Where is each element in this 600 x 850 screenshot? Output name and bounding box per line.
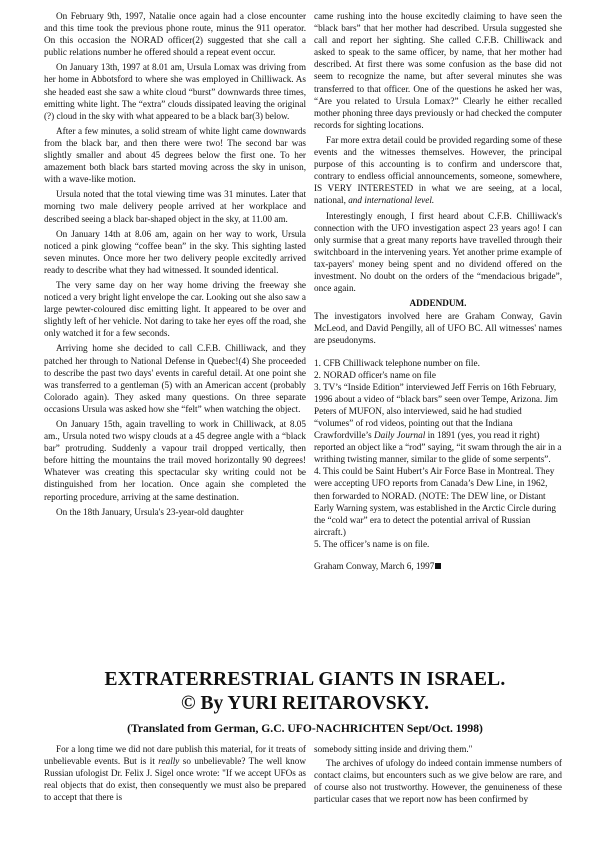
paragraph-text: Far more extra detail could be provided regarding some of these events and the witnesses themselves. However, the principal purpose of this accounting is to confirm and underscore that, contrary to endless official announcements, someone, somewhere, IS VERY INTERESTED in what we are seeing, at a local, national, xyxy=(314,134,562,206)
paragraph: On January 14th at 8.06 am, again on her way to work, Ursula noticed a pink glowing “coffee bean” in the sky. This sighting lasted seven minutes. Once more her two delivery people excitedly arrived ready to describe what they had witnessed. It sounded identical. xyxy=(44,228,306,275)
signoff-text: Graham Conway, March 6, 1997 xyxy=(314,561,435,572)
footnote: 5. The officer’s name is on file. xyxy=(314,538,430,549)
addendum-text: The investigators involved here are Graham Conway, Gavin McLeod, and David Pengilly, all of UFO BC. All witnesses' names are pseudonyms. xyxy=(314,311,562,346)
translation-note: (Translated from German, G.C. UFO-NACHRICHTEN Sept/Oct. 1998) xyxy=(127,722,483,735)
paragraph xyxy=(44,743,306,803)
article-byline: © By YURI REITAROVSKY. xyxy=(181,693,429,714)
paragraph: On January 15th, again travelling to work in Chilliwack, at 8.05 am., Ursula noted two wispy clouds at a 45 degree angle with a “black bar” protruding. Suddenly a vapour trail dropped vertically, then before hitting the mountains the trail moved horizontally 90 degrees! Whatever was creating this spectacular sky writing could not be distinguished from her location. Once again she completed the reporting procedure, arriving at the same destination. xyxy=(44,419,306,502)
paragraph: came rushing into the house excitedly claiming to have seen the “black bars” that her mother had described. Ursula suggested she call and report her sighting. She called C.F.B. Chilliwack and asked to speak to the same officer, by name, that her mother had described. At first there was some confusion as the base did not seem to recognize the name, but after several minutes she was transferred to that officer. One of the questions he asked her was, “Are you related to Ursula Lomax?” Clearly he either recalled mother phoning three days previously or had checked the computer records for sighting locations. xyxy=(314,11,562,130)
signoff xyxy=(314,560,562,572)
paragraph: On February 9th, 1997, Natalie once again had a close encounter and this time took the previous phone route, minus the 911 operator. On this occasion the NORAD officer(2) suggested that she call a public relations number he offered should a repeat event occur. xyxy=(44,11,306,58)
paragraph: Interestingly enough, I first heard about C.F.B. Chilliwack's connection with the UFO investigation aspect 23 years ago! I can only surmise that a great many reports have travelled through their switchboard in the intervening years. Yet another prime example of tax-payers' money being spent and no dividend offered on the investment. No doubt on the orders of the “mendacious brigade”, once again. xyxy=(314,210,562,294)
footnote: 4. This could be Saint Hubert’s Air Force Base in Montreal. They were accepting UFO reports from Canada’s Dew Line, in 1962, then forwarded to NORAD. (NOTE: The DEW line, or Distant Early Warning system, was established in the Arctic Circle during the “cold war” era to detect the potential arrival of Russian aircraft.) xyxy=(314,466,556,537)
paragraph: The very same day on her way home driving the freeway she noticed a very bright light envelope the car. Looking out she also saw a large pewter-coloured disc emitting light. It appeared to be over and slightly left of her vehicle. Not daring to take her eyes off the road, she only watched it for a few seconds. xyxy=(44,279,306,339)
paragraph: somebody sitting inside and driving them." xyxy=(314,744,473,754)
paragraph: Ursula noted that the total viewing time was 31 minutes. Later that morning two male delivery people arrived at her workplace and described seeing a black bar-shaped object in the sky, at 11.00 am. xyxy=(44,189,306,224)
footnote-text: in 1891 (yes, you read it right) reported an object like a “rod” saying, “it swam through the air in a writhing twisting manner, similar to the glide of some serpents”. xyxy=(314,430,562,465)
emphasis-text: Daily Journal xyxy=(373,430,426,441)
footnote: 2. NORAD officer's name on file xyxy=(314,369,436,380)
paragraph: On January 13th, 1997 at 8.01 am, Ursula Lomax was driving from her home in Abbotsford to where she was employed in Chilliwack. As she headed east she saw a white cloud “burst” downwards three times, emitting white light. The “extra” clouds dissipated leaving the original (?) cloud in the sky with what appeared to be a black bar(3) below. xyxy=(44,62,306,121)
addendum-heading: ADDENDUM. xyxy=(409,298,467,309)
paragraph-text: so unbelievable? The well know Russian ufologist Dr. Felix J. Sigel once wrote: "If we accept UFOs as real objects that do exist, then consequently we must also be prepared to accept that there is xyxy=(44,756,306,803)
article-right-column xyxy=(314,743,562,807)
paragraph: On the 18th January, Ursula's 23-year-old daughter xyxy=(56,506,244,517)
footnote-text: 3. TV’s “Inside Edition” interviewed Jeff Ferris on 16th February, 1996 about a video of “black bars” seen over Tempe, Arizona. Jim Peters of MUFON, also interviewed, said he had studied “volumes” of rod videos, pointing out that the Indiana Crawfordville’s xyxy=(314,381,558,441)
emphasis-text: and international level. xyxy=(348,195,435,206)
right-column xyxy=(314,10,562,575)
article-title: EXTRATERRESTRIAL GIANTS IN ISRAEL. xyxy=(104,669,506,690)
footnotes-list xyxy=(314,357,562,551)
end-mark-icon xyxy=(435,563,441,569)
paragraph: After a few minutes, a solid stream of white light came downwards from the black bar, and then there were two! The second bar was slightly smaller and about 45 degrees below the first one. To her amazement both black bars started moving across the sky in unison, with a wave-like motion. xyxy=(44,125,306,185)
left-column xyxy=(44,10,306,521)
article-left-column xyxy=(44,743,306,805)
footnote: 1. CFB Chilliwack telephone number on file. xyxy=(314,357,480,368)
paragraph: Arriving home she decided to call C.F.B. Chilliwack, and they patched her through to National Defense in Quebec!(4) She proceeded to describe the past two days' events in careful detail. At one point she was transferred to a gentleman (5) with an American accent (probably Colorado again). They asked many questions. On three separate occasions Ursula was asked how she “felt” when watching the object. xyxy=(44,343,306,414)
emphasis-text: really xyxy=(158,756,180,767)
paragraph: The archives of ufology do indeed contain immense numbers of contact claims, but encounters such as we give below are rare, and of course also not trustworthy. However, the genuineness of these particular cases that we report now has been confirmed by xyxy=(314,758,562,805)
footnote xyxy=(314,381,562,466)
paragraph-text: For a long time we did not dare publish this material, for it treats of unbelievable events. But is it xyxy=(44,744,306,767)
paragraph xyxy=(314,134,562,207)
